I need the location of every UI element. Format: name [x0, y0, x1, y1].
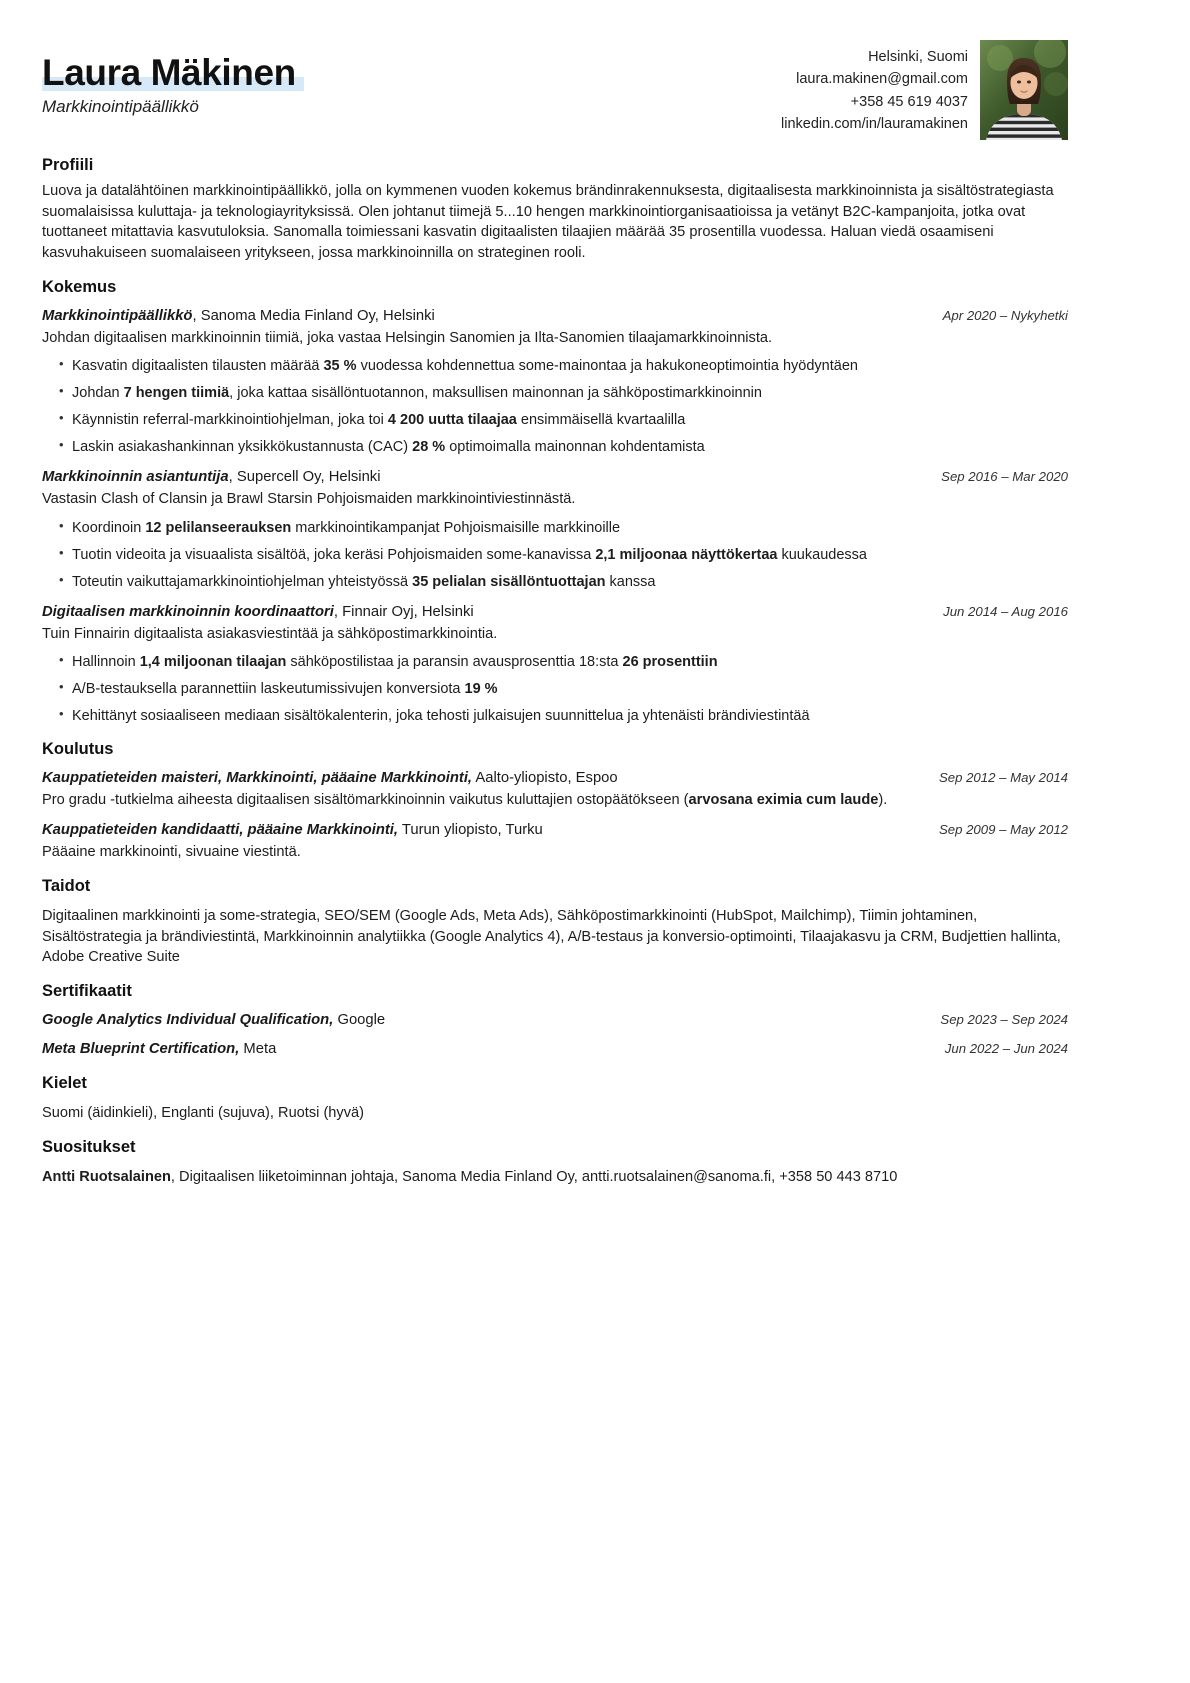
- experience-entry: [42, 468, 1068, 591]
- section-languages: [42, 1074, 1068, 1124]
- job-title: Markkinointipäällikkö: [42, 96, 199, 116]
- section-education: [42, 740, 1068, 863]
- bullet-highlight: 1,4 miljoonan tilaajan: [139, 654, 287, 671]
- education-entry: [42, 821, 1068, 862]
- entry-header: [42, 769, 1068, 789]
- entry-company: , Sanoma Media Finland Oy, Helsinki: [192, 307, 435, 324]
- certificate-date: Jun 2022 – Jun 2024: [944, 1040, 1068, 1056]
- section-heading-education-text: Koulutus: [42, 740, 114, 759]
- entry-bullet-list: [42, 652, 1068, 726]
- education-institution: Aalto-yliopisto, Espoo: [472, 770, 618, 787]
- entry-summary: Vastasin Clash of Clansin ja Brawl Starsin Pohjoismaiden markkinointiviestinnästä.: [42, 491, 576, 508]
- bullet-highlight: 35 pelialan sisällöntuottajan: [412, 573, 606, 590]
- bullet-highlight: 2,1 miljoonaa näyttökertaa: [595, 546, 778, 563]
- identity-block: [42, 40, 296, 117]
- section-heading-references: [42, 1138, 136, 1157]
- education-degree: [42, 769, 618, 789]
- education-degree-name: Kauppatieteiden kandidaatti, pääaine Markkinointi,: [42, 822, 399, 839]
- bullet-highlight: 4 200 uutta tilaajaa: [387, 412, 517, 429]
- entry-header: [42, 603, 1068, 623]
- entry-summary: Tuin Finnairin digitaalista asiakasviestintää ja sähköpostimarkkinointia.: [42, 625, 498, 642]
- section-experience: [42, 278, 1068, 726]
- entry-header: [42, 821, 1068, 841]
- entry-bullet: • Käynnistin referral-markkinointiohjelman, joka toi 4 200 uutta tilaajaa ensimmäisellä kvartaalilla: [42, 410, 1068, 430]
- entry-bullet-list: [42, 356, 1068, 457]
- entry-summary: Johdan digitaalisen markkinoinnin tiimiä, joka vastaa Helsingin Sanomien ja Ilta-Sanomien tilaajamarkkinoinnista.: [42, 329, 773, 346]
- entry-bullet: • Laskin asiakashankinnan yksikkökustannusta (CAC) 28 % optimoimalla mainonnan kohdentamista: [42, 437, 1068, 457]
- page-title: Laura Mäkinen: [42, 52, 296, 93]
- certificate-name: [42, 1011, 385, 1031]
- entry-date: Apr 2020 – Nykyhetki: [942, 307, 1068, 323]
- contact-linkedin[interactable]: linkedin.com/in/lauramakinen: [781, 116, 968, 133]
- section-heading-experience-text: Kokemus: [42, 277, 117, 296]
- bullet-highlight: 28 %: [412, 439, 446, 456]
- education-detail-highlight: arvosana eximia cum laude: [688, 792, 879, 809]
- references-text: [42, 1167, 1068, 1188]
- certificate-issuer: Meta: [239, 1040, 277, 1057]
- entry-role: [42, 468, 381, 488]
- entry-role-name: Digitaalisen markkinoinnin koordinaattori: [42, 603, 334, 620]
- section-heading-languages-text: Kielet: [42, 1073, 87, 1092]
- education-degree: [42, 821, 543, 841]
- entry-company: , Finnair Oyj, Helsinki: [333, 603, 474, 620]
- entry-bullet: • Hallinnoin 1,4 miljoonan tilaajan sähköpostilistaa ja paransin avausprosenttia 18:sta 26 prosenttiin: [42, 652, 1068, 672]
- education-degree-name: Kauppatieteiden maisteri, Markkinointi, pääaine Markkinointi,: [42, 770, 473, 787]
- section-heading-education: [42, 740, 114, 759]
- entry-bullet: • Toteutin vaikuttajamarkkinointiohjelman yhteistyössä 35 pelialan sisällöntuottajan kanssa: [42, 572, 1068, 592]
- entry-bullet: • Kasvatin digitaalisten tilausten määrää 35 % vuodessa kohdennettua some-mainontaa ja hakukoneoptimointia hyödyntäen: [42, 356, 1068, 376]
- contact-block: [781, 40, 968, 136]
- bullet-highlight: 19 %: [464, 681, 498, 698]
- education-detail: Pääaine markkinointi, sivuaine viestintä.: [42, 844, 301, 861]
- entry-role-name: Markkinoinnin asiantuntija: [42, 469, 229, 486]
- section-profile: [42, 156, 1068, 264]
- entry-company: , Supercell Oy, Helsinki: [228, 469, 381, 486]
- education-date: Sep 2009 – May 2012: [938, 822, 1068, 838]
- certificate-row: [42, 1011, 1068, 1031]
- languages-text: Suomi (äidinkieli), Englanti (sujuva), Ruotsi (hyvä): [42, 1104, 364, 1121]
- skills-text: Digitaalinen markkinointi ja some-strategia, SEO/SEM (Google Ads, Meta Ads), Sähköpostimarkkinointi (HubSpot, Mailchimp), Tiimin johtaminen, Sisältöstrategia ja brändiviestintä, Markkinoinnin analytiikka (Google Analytics 4), A/B-testaus ja konversio-optimointi, Tilaajakasvu ja CRM, Budjettien hallinta, Adobe Creative Suite: [42, 907, 1061, 966]
- experience-list: [42, 307, 1068, 726]
- section-heading-languages: [42, 1074, 87, 1093]
- entry-role: [42, 307, 435, 327]
- section-heading-skills-text: Taidot: [42, 876, 91, 895]
- experience-entry: [42, 307, 1068, 457]
- entry-bullet: • Tuotin videoita ja visuaalista sisältöä, joka keräsi Pohjoismaiden some-kanavissa 2,1 miljoonaa näyttökertaa kuukaudessa: [42, 545, 1068, 565]
- profile-text: Luova ja datalähtöinen markkinointipäällikkö, jolla on kymmenen vuoden kokemus brändinrakennuksesta, digitaalisesta markkinoinnista ja sisältöstrategiasta suomalaisissa kuluttaja- ja teknologiayrityksissä. Olen johtanut tiimejä 5...10 hengen markkinointiorganisaatioissa ja vetänyt B2C-kampanjoita, jotka ovat tuottaneet mitattavia kasvutuloksia. Sanomalla toimiessani kasvatin digitaalisten tilaajien määrää 35 prosentilla vuodessa. Haluan viedä osaamiseni kasvuhakuiseen suomalaiseen yritykseen, jossa markkinoinnilla on strateginen rooli.: [42, 183, 1054, 262]
- entry-bullet: • Koordinoin 12 pelilanseerauksen markkinointikampanjat Pohjoismaisille markkinoille: [42, 518, 1068, 538]
- reference-name: Antti Ruotsalainen: [42, 1168, 171, 1185]
- education-entry: [42, 769, 1068, 810]
- entry-bullet: • Johdan 7 hengen tiimiä, joka kattaa sisällöntuotannon, maksullisen mainonnan ja sähköpostimarkkinoinnin: [42, 383, 1068, 403]
- reference-detail: , Digitaalisen liiketoiminnan johtaja, Sanoma Media Finland Oy, antti.ruotsalainen@sanoma.fi, +358 50 443 8710: [170, 1168, 898, 1185]
- certificate-name: [42, 1040, 276, 1060]
- entry-role: [42, 603, 474, 623]
- contact-location: Helsinki, Suomi: [868, 49, 968, 65]
- education-institution: Turun yliopisto, Turku: [398, 822, 543, 839]
- section-references: [42, 1138, 1068, 1188]
- section-heading-profile: [42, 156, 93, 175]
- bullet-highlight: 7 hengen tiimiä: [123, 385, 230, 402]
- avatar: [980, 40, 1068, 140]
- section-heading-certificates-text: Sertifikaatit: [42, 981, 132, 1000]
- section-certificates: [42, 982, 1068, 1060]
- bullet-highlight: 35 %: [323, 358, 357, 375]
- experience-entry: [42, 603, 1068, 726]
- entry-date: Jun 2014 – Aug 2016: [943, 603, 1068, 619]
- section-skills: [42, 877, 1068, 968]
- education-date: Sep 2012 – May 2014: [938, 770, 1068, 786]
- resume-header: [42, 40, 1068, 140]
- section-heading-references-text: Suositukset: [42, 1137, 136, 1156]
- certificate-title: Meta Blueprint Certification,: [42, 1040, 240, 1057]
- education-list: [42, 769, 1068, 863]
- contact-phone[interactable]: +358 45 619 4037: [850, 93, 968, 110]
- certificate-title: Google Analytics Individual Qualification,: [42, 1011, 334, 1028]
- entry-header: [42, 468, 1068, 488]
- contact-email[interactable]: laura.makinen@gmail.com: [796, 71, 968, 88]
- certificate-issuer: Google: [333, 1011, 386, 1028]
- bullet-highlight: 12 pelilanseerauksen: [145, 519, 292, 536]
- certificate-row: [42, 1040, 1068, 1060]
- header-right: [781, 40, 1068, 140]
- section-heading-skills: [42, 877, 90, 896]
- section-heading-profile-text: Profiili: [42, 156, 94, 174]
- certificate-date: Sep 2023 – Sep 2024: [940, 1011, 1068, 1027]
- certificates-list: [42, 1011, 1068, 1060]
- bullet-highlight: 26 prosenttiin: [622, 654, 718, 671]
- section-heading-experience: [42, 278, 116, 297]
- education-detail: Pro gradu -tutkielma aiheesta digitaalisen sisältömarkkinoinnin vaikutus kuluttajien ostopäätökseen (arvosana eximia cum laude).: [42, 792, 888, 809]
- section-heading-certificates: [42, 982, 132, 1001]
- entry-bullet: • Kehittänyt sosiaaliseen mediaan sisältökalenterin, joka tehosti julkaisujen suunnittelua ja yhtenäisti brändiviestintää: [42, 706, 1068, 726]
- entry-date: Sep 2016 – Mar 2020: [941, 469, 1068, 485]
- entry-role-name: Markkinointipäällikkö: [42, 307, 193, 324]
- entry-bullet: • A/B-testauksella parannettiin laskeutumissivujen konversiota 19 %: [42, 679, 1068, 699]
- entry-header: [42, 307, 1068, 327]
- entry-bullet-list: [42, 518, 1068, 592]
